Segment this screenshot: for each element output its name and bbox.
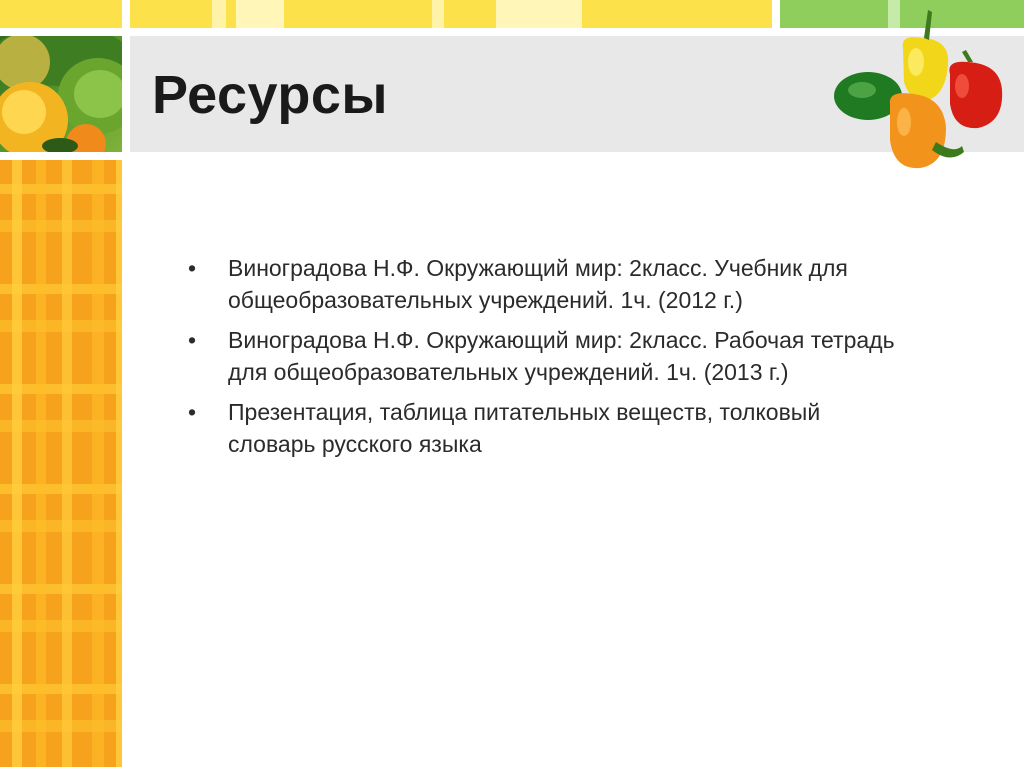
resources-list	[188, 252, 908, 460]
stripe-segment	[236, 0, 284, 28]
citrus-fruits-image	[0, 36, 122, 152]
bullet-icon: •	[188, 399, 197, 425]
list-item-text: Виноградова Н.Ф. Окружающий мир: 2класс. Рабочая тетрадь для общеобразовательных учреждений. 1ч. (2013 г.)	[228, 327, 895, 385]
list-item	[188, 396, 908, 460]
stripe-segment	[212, 0, 226, 28]
plaid-decorative-column	[0, 160, 122, 767]
list-item-text: Презентация, таблица питательных веществ, толковый словарь русского языка	[228, 399, 821, 457]
list-item-text: Виноградова Н.Ф. Окружающий мир: 2класс. Учебник для общеобразовательных учреждений. 1ч. (2012 г.)	[228, 255, 848, 313]
stripe-segment	[226, 0, 236, 28]
stripe-segment	[496, 0, 582, 28]
bullet-icon: •	[188, 255, 197, 281]
stripe-segment	[130, 0, 212, 28]
slide-title: Ресурсы	[152, 65, 388, 125]
resources-content	[188, 252, 908, 468]
list-item	[188, 324, 908, 388]
list-item	[188, 252, 908, 316]
bell-peppers-image	[828, 4, 1018, 180]
stripe-segment	[432, 0, 444, 28]
left-divider	[122, 28, 130, 767]
stripe-segment	[284, 0, 432, 28]
stripe-segment	[0, 0, 122, 28]
stripe-segment	[582, 0, 772, 28]
stripe-segment	[444, 0, 496, 28]
bullet-icon: •	[188, 327, 197, 353]
